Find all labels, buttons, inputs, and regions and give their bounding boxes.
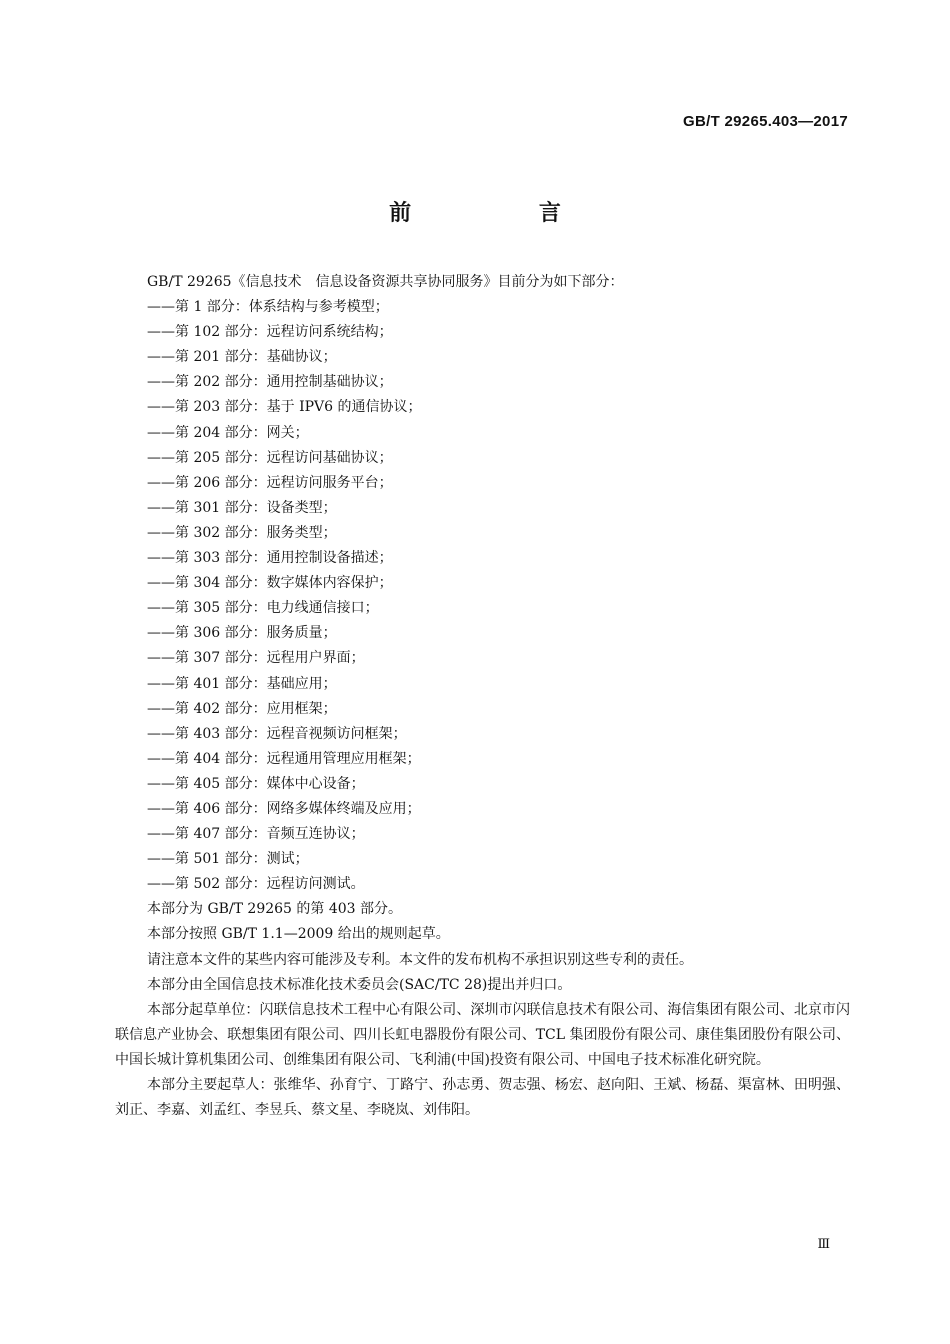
list-item: ——第 301 部分：设备类型； <box>147 499 337 516</box>
preface-body <box>115 270 850 1123</box>
page-number: Ⅲ <box>817 1237 830 1252</box>
list-item: ——第 405 部分：媒体中心设备； <box>147 775 365 792</box>
list-item: ——第 303 部分：通用控制设备描述； <box>147 550 393 567</box>
list-item: ——第 201 部分：基础协议； <box>147 349 337 366</box>
list-item: ——第 402 部分：应用框架； <box>147 700 337 717</box>
list-item: ——第 407 部分：音频互连协议； <box>147 826 365 843</box>
list-item: ——第 307 部分：远程用户界面； <box>147 650 365 667</box>
list-item: ——第 204 部分：网关； <box>147 424 309 441</box>
list-item: ——第 203 部分：基于 IPV6 的通信协议； <box>147 399 422 416</box>
list-item: ——第 1 部分：体系结构与参考模型； <box>147 299 389 316</box>
list-item: ——第 306 部分：服务质量； <box>147 625 337 642</box>
list-item: ——第 302 部分：服务类型； <box>147 524 337 541</box>
list-item: ——第 305 部分：电力线通信接口； <box>147 600 379 617</box>
list-item: ——第 205 部分：远程访问基础协议； <box>147 449 393 466</box>
page-title: 前 言 <box>389 201 621 226</box>
standard-number: GB/T 29265.403—2017 <box>683 113 848 130</box>
intro-line: GB/T 29265《信息技术 信息设备资源共享协同服务》目前分为如下部分： <box>147 274 624 290</box>
parts-list <box>115 295 850 897</box>
drafting-units-paragraph: 本部分起草单位：闪联信息技术工程中心有限公司、深圳市闪联信息技术有限公司、海信集团有限公司、北京市闪联信息产业协会、联想集团有限公司、四川长虹电器股份有限公司、TCL 集团股份有限公司、康佳集团股份有限公司、中国长城计算机集团公司、创维集团有限公司、飞利浦(中国)投资有限公司、中国电子技术标准化研究院。 <box>115 1001 850 1068</box>
list-item: ——第 202 部分：通用控制基础协议； <box>147 374 393 391</box>
statement-proposer: 本部分由全国信息技术标准化技术委员会(SAC/TC 28)提出并归口。 <box>147 976 572 993</box>
drafters-paragraph: 本部分主要起草人：张维华、孙育宁、丁路宁、孙志勇、贺志强、杨宏、赵向阳、王斌、杨磊、渠富林、田明强、刘正、李嘉、刘孟红、李昱兵、蔡文星、李晓岚、刘伟阳。 <box>115 1077 850 1119</box>
list-item: ——第 304 部分：数字媒体内容保护； <box>147 575 393 592</box>
list-item: ——第 206 部分：远程访问服务平台； <box>147 474 393 491</box>
statement-part-number: 本部分为 GB/T 29265 的第 403 部分。 <box>147 901 403 918</box>
list-item: ——第 502 部分：远程访问测试。 <box>147 876 365 893</box>
list-item: ——第 404 部分：远程通用管理应用框架； <box>147 750 421 767</box>
list-item: ——第 401 部分：基础应用； <box>147 675 337 692</box>
list-item: ——第 403 部分：远程音视频访问框架； <box>147 725 407 742</box>
statement-drafting-rules: 本部分按照 GB/T 1.1—2009 给出的规则起草。 <box>147 926 450 943</box>
statement-patent-notice: 请注意本文件的某些内容可能涉及专利。本文件的发布机构不承担识别这些专利的责任。 <box>147 951 693 968</box>
list-item: ——第 406 部分：网络多媒体终端及应用； <box>147 800 421 817</box>
list-item: ——第 501 部分：测试； <box>147 851 309 868</box>
list-item: ——第 102 部分：远程访问系统结构； <box>147 324 393 341</box>
